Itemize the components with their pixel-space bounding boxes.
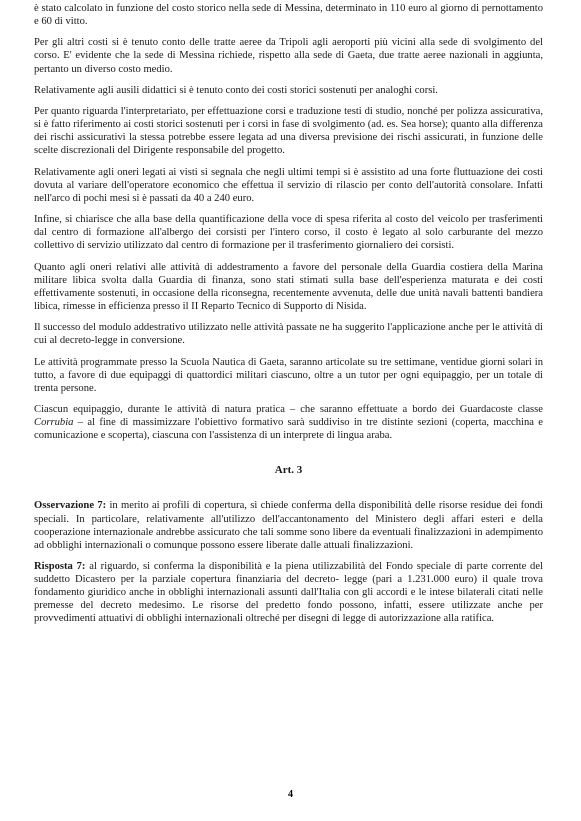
paragraph-vehicle: Infine, si chiarisce che alla base della quantificazione della voce di spesa riferita al costo del veicolo per trasferimenti dal centro di formazione all'albergo dei corsisti per l'intero corso, il costo è legato al solo carburante del mezzo collettivo di servizio utilizzato dal centro di formazione per il trasferimento giornaliero dei corsisti.: [34, 214, 543, 252]
page-number: 4: [288, 789, 293, 800]
crew-text-before: Ciascun equipaggio, durante le attività di natura pratica – che saranno effettuate a bordo dei Guardacoste classe: [34, 404, 543, 416]
observation-label: Osservazione 7:: [34, 500, 107, 512]
answer-label: Risposta 7:: [34, 560, 86, 572]
paragraph-crew-sections: [34, 403, 543, 442]
paragraph-teaching-aids: Relativamente agli ausili didattici si è tenuto conto dei costi storici sostenuti per analoghi corsi.: [34, 84, 438, 96]
paragraph-air-routes: Per gli altri costi si è tenuto conto delle tratte aeree da Tripoli agli aeroporti più vicini alla sede di svolgimento del corso. E' evidente che la sede di Messina richiede, rispetto alla sede di Gaeta, due tratte aeree nazionali in aggiunta, pertanto un diverso costo medio.: [34, 37, 543, 75]
paragraph-training-guardia: Quanto agli oneri relativi alle attività di addestramento a favore del personale della Guardia costiera della Marina militare libica svolta dalla Guardia di finanza, sono stati stimati sulla base dell'esperienza maturata e dei costi effettivamente sostenuti, in occasione della riconsegna, recentemente avvenuta, delle due unità navali battenti bandiera libica, rimesse in efficienza presso il II Reparto Tecnico di Supporto di Nisida.: [34, 261, 543, 312]
vessel-class-name: Corrubia: [34, 417, 74, 429]
crew-text-after: – al fine di massimizzare l'obiettivo formativo sarà suddiviso in tre distinte sezioni (coperta, macchina e comunicazione e scoperta), ciascuna con l'assistenza di un interprete di lingua araba.: [34, 417, 543, 442]
paragraph-visas: Relativamente agli oneri legati ai visti si segnala che negli ultimi tempi si è assistito ad una forte fluttuazione dei costi dovuta al variare dell'operatore economico che effettua il servizio di rilascio per conto dell'autorità consolare. Infatti nell'arco di pochi mesi si è passati da 40 a 240 euro.: [34, 166, 543, 204]
paragraph-interpreting: Per quanto riguarda l'interpretariato, per effettuazione corsi e traduzione testi di studio, nonché per polizza assicurativa, si è fatto riferimento ai costi storici sostenuti per i corsi in fase di svolgimento (ad. es. Sea horse); quanto alla differenza dei rischi assicurativi la stessa potrebbe essere legata ad una diversa previsione dei rischi assicurati, in funzione delle scelte discrezionali del Dirigente responsabile del progetto.: [34, 106, 543, 157]
article-heading: Art. 3: [274, 464, 303, 477]
observation-7: [34, 499, 543, 551]
answer-text: al riguardo, si conferma la disponibilità e la piena utilizzabilità del Fondo speciale di parte corrente del suddetto Dicastero per la parziale copertura finanziaria del decreto- legge (pari a 1.231.000 euro) il quale trova fondamento giuridico anche in obblighi internazionali assunti dall'Italia con gli accordi e le intese bilaterali citati nelle premesse del decreto medesimo. Le risorse del predetto fondo possono, infatti, essere utilizzate anche per provvedimenti attuativi di obblighi internazionali oltreché per disegni di legge di autorizzazione alla ratifica.: [34, 560, 544, 625]
paragraph-training-success: Il successo del modulo addestrativo utilizzato nelle attività passate ne ha suggerito l'applicazione anche per le attività di cui al decreto-legge in conversione.: [34, 322, 543, 347]
paragraph-gaeta-activities: Le attività programmate presso la Scuola Nautica di Gaeta, saranno articolate su tre settimane, ventidue giorni solari in tutto, a favore di due equipaggi di quattordici militari ciascuno, oltre a un tutor per ogni equipaggio, per un totale di trenta persone.: [34, 356, 543, 394]
answer-7: [34, 560, 543, 625]
observation-text: in merito ai profili di copertura, si chiede conferma della disponibilità delle risorse residue dei fondi speciali. In particolare, relativamente all'utilizzo dell'accantonamento del Ministero degli affari esteri e della cooperazione internazionale andrebbe assicurato che tali somme sono libere da eventuali finalizzazioni in adempimento ad obblighi internazionali o comunque possono essere liberate dalle attuali finalizzazioni.: [34, 500, 543, 551]
paragraph-costs-messina: è stato calcolato in funzione del costo storico nella sede di Messina, determinato in 110 euro al giorno di pernottamento e 60 di vitto.: [34, 3, 543, 28]
